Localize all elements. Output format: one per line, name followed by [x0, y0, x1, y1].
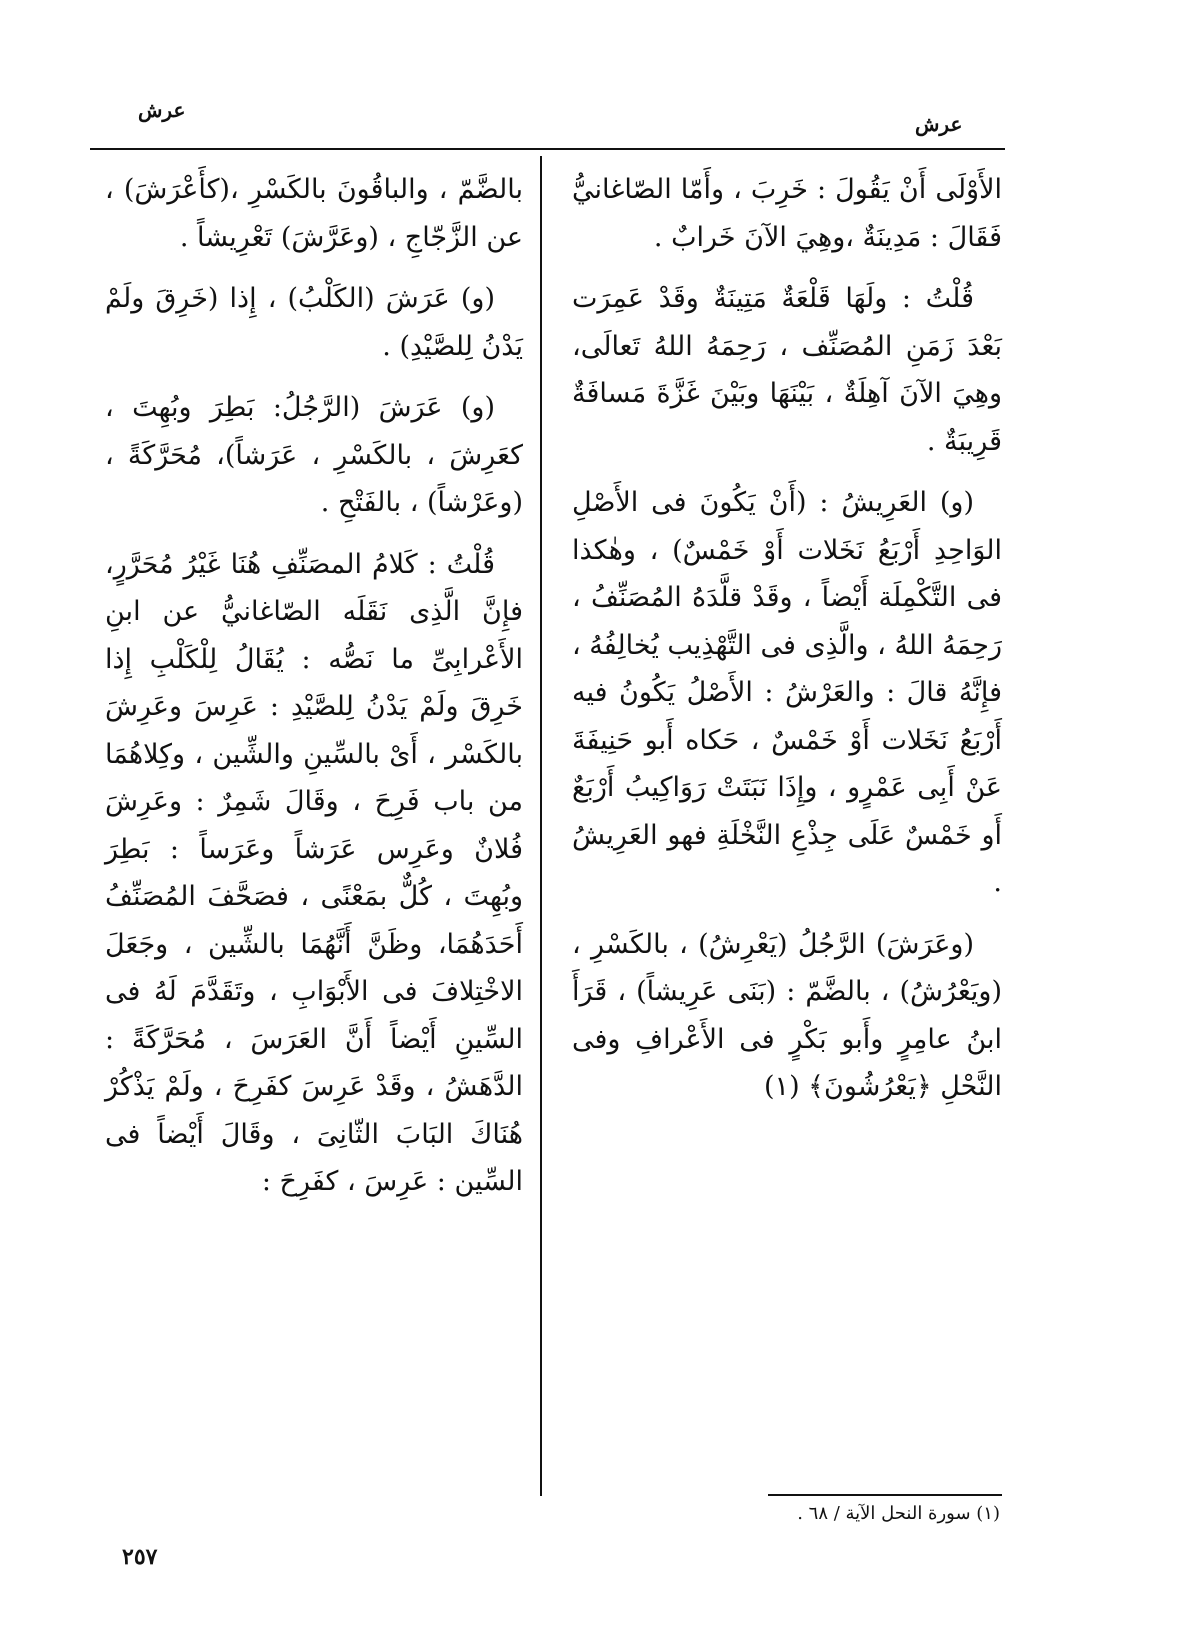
- footnote: (١) سورة النحل الآية / ٦٨ .: [797, 1503, 1000, 1524]
- paragraph: (و) العَرِيشُ : (أَنْ يَكُونَ فى الأَصْلِ الوَاحِدِ أَرْبَعُ نَخَلات أَوْ خَمْسٌ) ، وهٰكذا فى التَّكْمِلَة أَيْضاً ، وقَدْ قلَّدَهُ المُصَنِّفُ ، رَحِمَهُ اللهُ ، والَّذِى فى التَّهْذِيب يُخالِفُهُ ، فإِنَّهُ قالَ : والعَرْشُ : الأَصْلُ يَكُونُ فيه أَرْبَعُ نَخَلات أَوْ خَمْسٌ ، حَكاه أَبو حَنِيفَةَ عَنْ أَبِى عَمْرٍو ، وإِذَا نَبَتَتْ رَوَاكِيبُ أَرْبَعٌ أَو خَمْسٌ عَلَى جِذْعِ النَّخْلَةِ فهو العَرِيشُ .: [572, 487, 1002, 898]
- left-column: [105, 166, 523, 1220]
- paragraph: الأَوْلَى أَنْ يَقُولَ : خَرِبَ ، وأَمّا الصّاغانيُّ فَقَالَ : مَدِينَةٌ ،وهِيَ الآنَ خَرابٌ .: [572, 174, 1002, 253]
- running-head-right: عرش: [915, 112, 963, 136]
- header-rule: [90, 148, 1005, 150]
- paragraph: قُلْتُ : ولَهَا قَلْعَةٌ مَتِينَةٌ وقَدْ عَمِرَت بَعْدَ زَمَنِ المُصَنِّف ، رَحِمَهُ اللهُ تَعالَى، وهِيَ الآنَ آهِلَةٌ ، بَيْنَهَا وبَيْنَ غَزَّةَ مَسافَةٌ قَرِيبَةٌ .: [572, 283, 1002, 457]
- right-column: [572, 166, 1002, 1125]
- footnote-rule: [768, 1494, 1002, 1496]
- paragraph: قُلْتُ : كَلامُ المصَنِّفِ هُنَا غَيْرُ مُحَرَّرٍ، فإِنَّ الَّذِى نَقَلَه الصّاغانيُّ عن ابنِ الأَعْرابِىِّ ما نَصُّه : يُقَالُ لِلْكَلْبِ إِذا خَرِقَ ولَمْ يَدْنُ لِلصَّيْدِ : عَرِسَ وعَرِشَ بالكَسْر ، أَىْ بالسِّينِ والشِّين ، وكِلاهُمَا من باب فَرِحَ ، وقَالَ شَمِرٌ : وعَرِشَ فُلانٌ وعَرِس عَرَشاً وعَرَساً : بَطِرَ وبُهِتَ ، كُلٌّ بمَعْنًى ، فصَحَّفَ المُصَنِّفُ أَحَدَهُمَا، وظَنَّ أَنَّهُمَا بالشِّين ، وجَعَلَ الاخْتِلافَ فى الأَبْوَابِ ، وتَقَدَّمَ لَهُ فى السِّينِ أَيْضاً أَنَّ العَرَسَ ، مُحَرَّكَةً : الدَّهَشُ ، وقَدْ عَرِسَ كفَرِحَ ، ولَمْ يَذْكُرْ هُنَاكَ البَابَ الثّانِىَ ، وقَالَ أَيْضاً فى السِّين : عَرِسَ ، كفَرِحَ :: [105, 548, 523, 1197]
- paragraph: (وعَرَشَ) الرَّجُلُ (يَعْرِشُ) ، بالكَسْرِ ، (ويَعْرُشُ) ، بالضَّمّ : (بَنَى عَرِيشاً) ، قَرَأَ ابنُ عامِرٍ وأَبو بَكْرٍ فى الأَعْرافِ وفى النَّحْلِ ﴿يَعْرُشُونَ﴾ (١): [572, 928, 1002, 1102]
- column-divider: [540, 156, 542, 1496]
- paragraph: بالضَّمّ ، والباقُونَ بالكَسْرِ ،(كأَعْرَشَ) ، عن الزَّجّاجِ ، (وعَرَّشَ) تَعْرِيشاً .: [105, 174, 523, 253]
- running-head-left: عرش: [138, 98, 186, 122]
- page-number: ٢٥٧: [122, 1544, 158, 1570]
- paragraph: (و) عَرَشَ (الكَلْبُ) ، إِذا (خَرِقَ ولَمْ يَدْنُ لِلصَّيْدِ) .: [105, 283, 523, 362]
- paragraph: (و) عَرَشَ (الرَّجُلُ: بَطِرَ وبُهِتَ ، كعَرِشَ ، بالكَسْرِ ، عَرَشاً)، مُحَرَّكَةً ، (وعَرْشاً) ، بالفَتْحِ .: [105, 392, 523, 518]
